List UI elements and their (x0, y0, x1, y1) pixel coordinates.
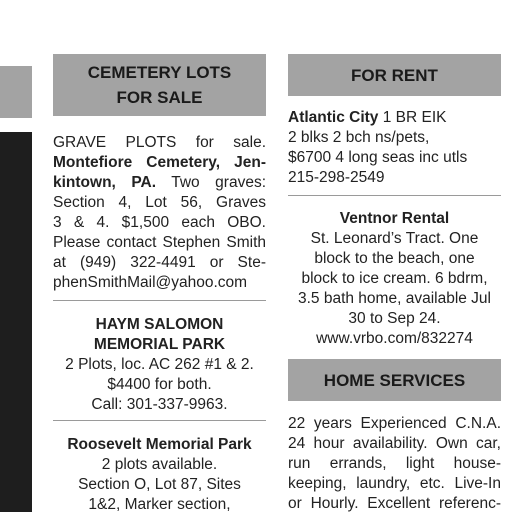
ventnor-rental-ad (288, 209, 501, 349)
ad-bold-text: kintown, PA. (53, 174, 157, 191)
home-services-header (288, 359, 501, 401)
ad-line: 30 to Sep 24. (348, 310, 441, 327)
header-line: FOR RENT (351, 65, 438, 85)
ad-line: www.vrbo.com/832274 (316, 330, 473, 347)
page-edge-bar (0, 132, 32, 512)
ad-line (288, 108, 501, 128)
ad-line: 24 hour availability. Own car, (288, 435, 501, 452)
ad-line: block to ice cream. 6 bdrm, (301, 270, 488, 287)
atlantic-city-ad (288, 108, 501, 188)
ad-line: 1&2, Marker section, (88, 496, 231, 513)
ad-bold-text: Montefiore Cemetery, Jen- (53, 154, 266, 171)
cna-services-ad (288, 414, 501, 514)
ad-line: 3.5 bath home, available Jul (297, 290, 492, 307)
ad-divider (53, 300, 266, 301)
for-rent-header (288, 54, 501, 96)
ad-line: at (949) 322-4491 or Ste- (53, 254, 266, 271)
ad-bold-text: Atlantic City (288, 109, 379, 126)
grave-plots-ad (53, 133, 266, 293)
ad-line: GRAVE PLOTS for sale. (53, 134, 266, 151)
ad-line: or Hourly. Excellent referenc- (288, 495, 501, 512)
ad-line: Please contact Stephen Smith (53, 234, 266, 251)
ad-line: 22 years Experienced C.N.A. (288, 415, 501, 432)
ad-divider (288, 195, 501, 196)
ad-line: 2 Plots, loc. AC 262 #1 & 2. (65, 356, 254, 373)
ad-line: Section O, Lot 87, Sites (78, 476, 241, 493)
ad-line (53, 173, 266, 193)
ad-title: Roosevelt Memorial Park (67, 436, 252, 453)
page-edge-tab (0, 66, 32, 118)
header-line-2: FOR SALE (116, 88, 203, 107)
ad-line: 2 plots available. (101, 456, 218, 473)
cemetery-lots-header (53, 54, 266, 116)
ad-line: $4400 for both. (107, 376, 212, 393)
ad-line: St. Leonard’s Tract. One (310, 230, 479, 247)
ad-line (53, 153, 266, 173)
header-line-1: CEMETERY LOTS (87, 63, 232, 82)
haym-salomon-ad (53, 315, 266, 415)
ad-line: keeping, laundry, etc. Live-In (288, 475, 501, 492)
ad-line: Call: 301-337-9963. (91, 396, 228, 413)
ad-title: HAYM SALOMON (95, 316, 224, 333)
ad-line: 215-298-2549 (288, 169, 385, 186)
ad-divider (53, 420, 266, 421)
ad-text: Two graves: (156, 174, 267, 191)
roosevelt-ad (53, 435, 266, 515)
ad-line: Section 4, Lot 56, Graves (53, 194, 266, 211)
ad-text: 1 BR EIK (378, 109, 447, 126)
header-line: HOME SERVICES (323, 370, 466, 390)
ad-line: 2 blks 2 bch ns/pets, (288, 129, 430, 146)
ad-line: run errands, light house- (288, 455, 501, 472)
ad-line: $6700 4 long seas inc utls (288, 149, 468, 166)
ad-line: 3 & 4. $1,500 each OBO. (53, 214, 266, 231)
ad-title: Ventnor Rental (339, 210, 450, 227)
ad-title: MEMORIAL PARK (93, 336, 226, 353)
ad-line: block to the beach, one (314, 250, 475, 267)
ad-line: phenSmithMail@yahoo.com (53, 274, 248, 291)
